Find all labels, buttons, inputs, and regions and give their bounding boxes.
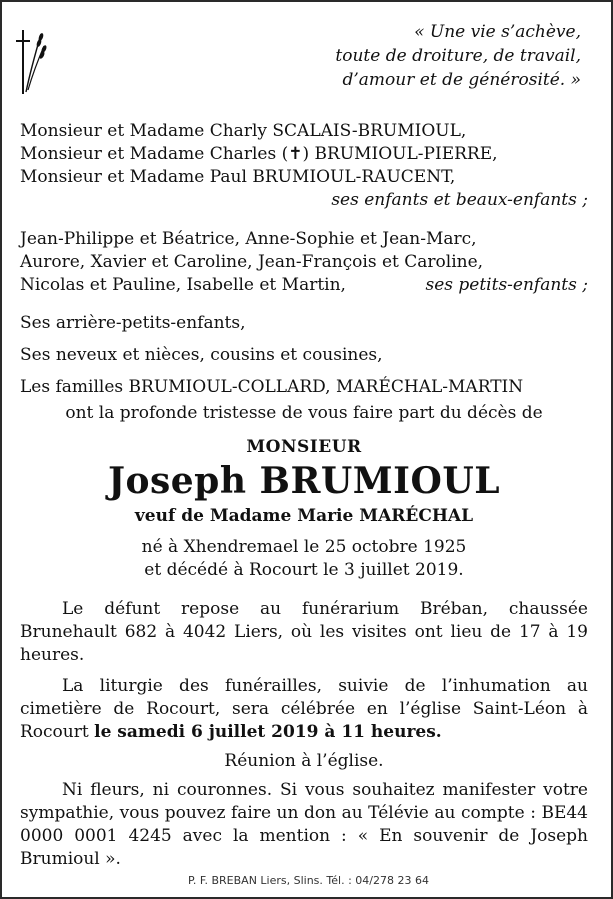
deceased-header — [20, 436, 588, 582]
quote-line: « Une vie s’achève, — [414, 22, 581, 42]
family-line: Monsieur et Madame Charly SCALAIS-BRUMIOUL, — [20, 121, 467, 141]
family-line: Jean-Philippe et Béatrice, Anne-Sophie et Jean-Marc, — [20, 229, 477, 249]
grandchildren-section — [20, 228, 588, 297]
family-line: Aurore, Xavier et Caroline, Jean-François et Caroline, — [20, 252, 484, 272]
announcement-line: ont la profonde tristesse de vous faire part du décès de — [65, 403, 543, 423]
visitation-paragraph: Le défunt repose au funérarium Bréban, chaussée Brunehault 682 à 4042 Liers, où les visites ont lieu de 17 à 19 heures. — [20, 599, 588, 665]
funeral-date: le samedi 6 juillet 2019 à 11 heures. — [94, 722, 442, 742]
relation-label: ses enfants et beaux-enfants ; — [331, 190, 588, 210]
funeral-home-footer: P. F. BREBAN Liers, Slins. Tél. : 04/278 23 64 — [188, 874, 429, 887]
quote-line: toute de droiture, de travail, — [335, 46, 581, 66]
families-line: Les familles BRUMIOUL-COLLARD, MARÉCHAL-MARTIN — [20, 377, 524, 397]
children-section — [20, 120, 588, 212]
deceased-name: Joseph BRUMIOUL — [107, 460, 501, 502]
relation-label: ses petits-enfants ; — [425, 275, 588, 295]
quote-line: d’amour et de générosité. » — [342, 70, 581, 90]
death-line: et décédé à Rocourt le 3 juillet 2019. — [144, 560, 464, 580]
family-line: Monsieur et Madame Paul BRUMIOUL-RAUCENT, — [20, 167, 456, 187]
family-line: Nicolas et Pauline, Isabelle et Martin, ses petits-enfants ; — [20, 275, 588, 295]
meeting-line: Réunion à l’église. — [224, 751, 384, 771]
donation-paragraph: Ni fleurs, ni couronnes. Si vous souhaitez manifester votre sympathie, vous pouvez faire un don au Télévie au compte : BE44 0000 0001 4245 avec la mention : « En souvenir de Joseph Brumioul ». — [20, 780, 588, 869]
birth-line: né à Xhendremael le 25 octobre 1925 — [141, 537, 467, 557]
epigraph-quote — [251, 20, 581, 92]
deceased-cross-icon: ✝ — [288, 144, 303, 164]
liturgy-paragraph: La liturgie des funérailles, suivie de l’inhumation au cimetière de Rocourt, sera célébrée en l’église Saint-Léon à Rocourt le samedi 6 juillet 2019 à 11 heures. — [20, 676, 588, 742]
deceased-title: MONSIEUR — [246, 437, 362, 457]
deceased-widower: veuf de Madame Marie MARÉCHAL — [134, 506, 474, 526]
great-grandchildren-line: Ses arrière-petits-enfants, — [20, 313, 246, 333]
cross-with-wheat-icon — [14, 28, 48, 96]
family-line: Monsieur et Madame Charles (✝) BRUMIOUL-PIERRE, — [20, 144, 498, 164]
relatives-line: Ses neveux et nièces, cousins et cousines, — [20, 345, 383, 365]
body-paragraphs — [20, 598, 588, 871]
